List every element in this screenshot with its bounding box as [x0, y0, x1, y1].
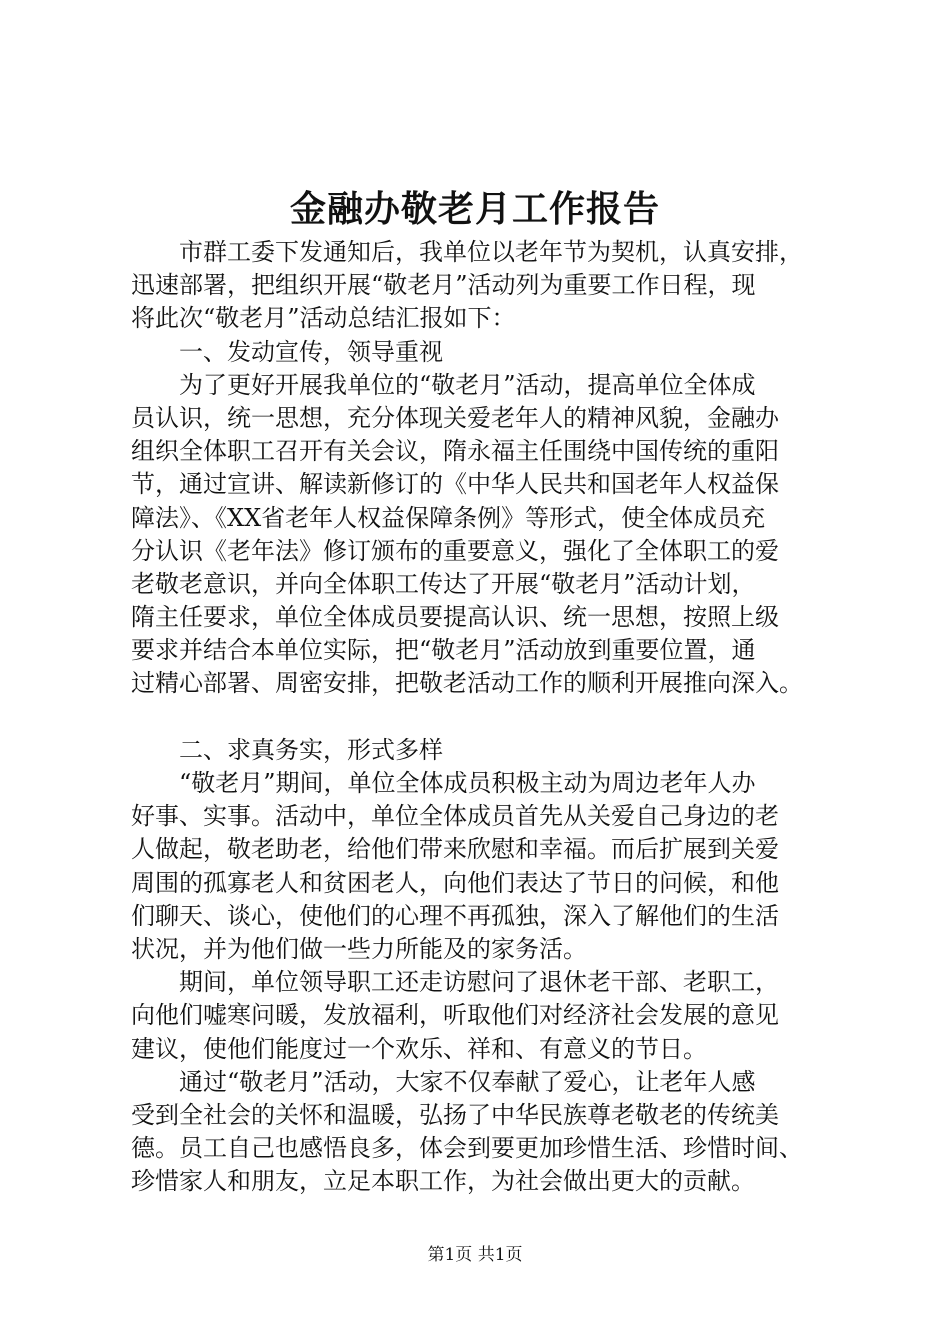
- paragraph-line: 受到全社会的关怀和温暖，弘扬了中华民族尊老敬老的传统美: [131, 1100, 779, 1129]
- paragraph-line: 珍惜家人和朋友，立足本职工作，为社会做出更大的贡献。: [131, 1167, 755, 1196]
- section-heading: 一、发动宣传，领导重视: [179, 337, 443, 366]
- paragraph-line: 分认识《老年法》修订颁布的重要意义，强化了全体职工的爱: [131, 536, 779, 565]
- section-heading: 二、求真务实，形式多样: [179, 735, 443, 764]
- paragraph-line: 状况，并为他们做一些力所能及的家务活。: [131, 934, 587, 963]
- paragraph-line: 隋主任要求，单位全体成员要提高认识、统一思想，按照上级: [131, 603, 779, 632]
- paragraph-line: 过精心部署、周密安排，把敬老活动工作的顺利开展推向深入。: [131, 669, 803, 698]
- paragraph-line: 老敬老意识，并向全体职工传达了开展“敬老月”活动计划，: [131, 569, 756, 598]
- paragraph-line: 德。员工自己也感悟良多，体会到要更加珍惜生活、珍惜时间、: [131, 1134, 803, 1163]
- paragraph-line: 通过“敬老月”活动，大家不仅奉献了爱心，让老年人感: [179, 1067, 756, 1096]
- paragraph-line: 向他们嘘寒问暖，发放福利，听取他们对经济社会发展的意见: [131, 1001, 779, 1030]
- document-title: 金融办敬老月工作报告: [289, 188, 660, 230]
- paragraph-line: 们聊天、谈心，使他们的心理不再孤独，深入了解他们的生活: [131, 901, 779, 930]
- paragraph-line: 要求并结合本单位实际，把“敬老月”活动放到重要位置，通: [131, 636, 756, 665]
- paragraph-line: 人做起，敬老助老，给他们带来欣慰和幸福。而后扩展到关爱: [131, 835, 779, 864]
- document-body: [131, 236, 831, 1198]
- paragraph-line: 员认识，统一思想，充分体现关爱老年人的精神风貌，金融办: [131, 403, 779, 432]
- paragraph-line: “敬老月”期间，单位全体成员积极主动为周边老年人办: [179, 769, 756, 797]
- paragraph-line: 将此次“敬老月”活动总结汇报如下：: [131, 304, 516, 333]
- paragraph-line: 节，通过宣讲、解读新修订的《中华人民共和国老年人权益保: [131, 470, 779, 499]
- page-footer: 第1页 共1页: [427, 1245, 523, 1265]
- paragraph-line: 为了更好开展我单位的“敬老月”活动，提高单位全体成: [179, 370, 756, 399]
- blank-line: [131, 701, 831, 734]
- paragraph-line: 期间，单位领导职工还走访慰问了退休老干部、老职工，: [179, 968, 779, 997]
- paragraph-line: 好事、实事。活动中，单位全体成员首先从关爱自己身边的老: [131, 802, 779, 831]
- paragraph-line: 周围的孤寡老人和贫困老人，向他们表达了节日的问候，和他: [131, 868, 779, 897]
- paragraph-line: 建议，使他们能度过一个欢乐、祥和、有意义的节日。: [131, 1034, 707, 1063]
- paragraph-line: 障法》、《XX省老年人权益保障条例》等形式，使全体成员充: [131, 503, 766, 532]
- paragraph-line: 迅速部署，把组织开展“敬老月”活动列为重要工作日程，现: [131, 271, 756, 300]
- paragraph-line: 组织全体职工召开有关会议，隋永福主任围绕中国传统的重阳: [131, 437, 779, 466]
- paragraph-line: 市群工委下发通知后，我单位以老年节为契机，认真安排，: [179, 238, 803, 266]
